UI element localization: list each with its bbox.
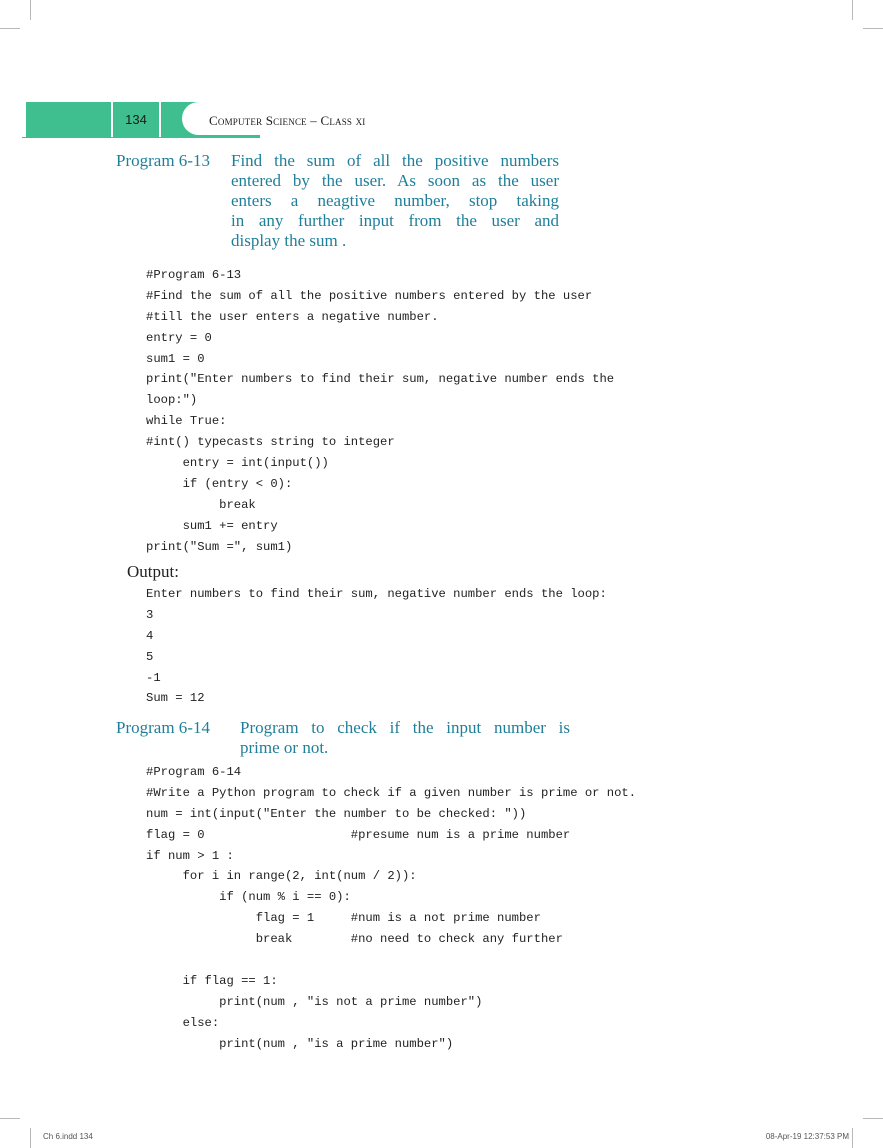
code-line: else: (146, 1015, 220, 1030)
code-line: #Program 6-13 (146, 268, 242, 282)
header-rule (22, 137, 260, 138)
footer-file-name: Ch 6.indd 134 (43, 1132, 93, 1141)
code-line: loop:") (146, 393, 198, 408)
program-13-code (146, 265, 614, 557)
code-line: print("Enter numbers to find their sum, negative number ends the (146, 372, 615, 387)
code-line: entry = 0 (146, 330, 212, 345)
program-13-label: Program 6-13 (116, 151, 210, 170)
code-line: if (num % i == 0): (146, 890, 351, 905)
description-line: in any further input from the user and (231, 211, 559, 230)
crop-mark (863, 28, 883, 29)
code-line: entry = int(input()) (146, 456, 329, 471)
code-line: #Program 6-14 (146, 765, 242, 779)
code-line: break (146, 497, 256, 512)
code-line (146, 950, 636, 971)
crop-mark (0, 1118, 20, 1119)
program-14-label: Program 6-14 (116, 718, 210, 737)
output-line: 5 (146, 649, 154, 664)
code-line: while True: (146, 414, 227, 429)
footer-timestamp: 08-Apr-19 12:37:53 PM (765, 1132, 849, 1141)
code-line: print(num , "is a prime number") (146, 1036, 454, 1051)
code-line: for i in range(2, int(num / 2)): (146, 869, 417, 884)
book-title: Computer Science – Class xi (209, 113, 366, 128)
code-line: print(num , "is not a prime number") (146, 994, 483, 1009)
output-line: 4 (146, 628, 154, 643)
description-line: prime or not. (240, 738, 329, 757)
output-line: Sum = 12 (146, 691, 205, 706)
output-label: Output: (127, 562, 179, 581)
code-line: if flag == 1: (146, 973, 278, 988)
output-line: Enter numbers to find their sum, negative number ends the loop: (146, 587, 607, 601)
header-divider (159, 102, 161, 137)
code-line: if num > 1 : (146, 848, 234, 863)
page-number: 134 (125, 112, 147, 127)
output-line: -1 (146, 670, 161, 685)
code-line: #Write a Python program to check if a given number is prime or not. (146, 785, 637, 800)
description-line: display the sum . (231, 231, 347, 250)
crop-mark (852, 0, 853, 20)
code-line: #Find the sum of all the positive numbers entered by the user (146, 288, 593, 303)
code-line: #int() typecasts string to integer (146, 435, 395, 450)
description-line: Find the sum of all the positive numbers (231, 151, 559, 170)
program-13-output (146, 584, 607, 709)
description-line: Program to check if the input number is (240, 718, 570, 737)
code-line: if (entry < 0): (146, 476, 293, 491)
program-14-code (146, 762, 636, 1054)
output-line: 3 (146, 607, 154, 622)
code-line: sum1 += entry (146, 518, 278, 533)
description-line: entered by the user. As soon as the user (231, 171, 559, 190)
code-line: flag = 1 #num is a not prime number (146, 911, 541, 926)
code-line: num = int(input("Enter the number to be checked: ")) (146, 806, 527, 821)
crop-mark (30, 0, 31, 20)
code-line: break #no need to check any further (146, 932, 563, 947)
program-14-description (240, 718, 570, 758)
program-13-description (231, 151, 559, 251)
code-line: flag = 0 #presume num is a prime number (146, 827, 571, 842)
description-line: enters a neagtive number, stop taking (231, 191, 559, 210)
code-line: sum1 = 0 (146, 351, 205, 366)
crop-mark (0, 28, 20, 29)
crop-mark (30, 1128, 31, 1148)
crop-mark (852, 1128, 853, 1148)
code-line: #till the user enters a negative number. (146, 309, 439, 324)
crop-mark (863, 1118, 883, 1119)
code-line: print("Sum =", sum1) (146, 539, 293, 554)
